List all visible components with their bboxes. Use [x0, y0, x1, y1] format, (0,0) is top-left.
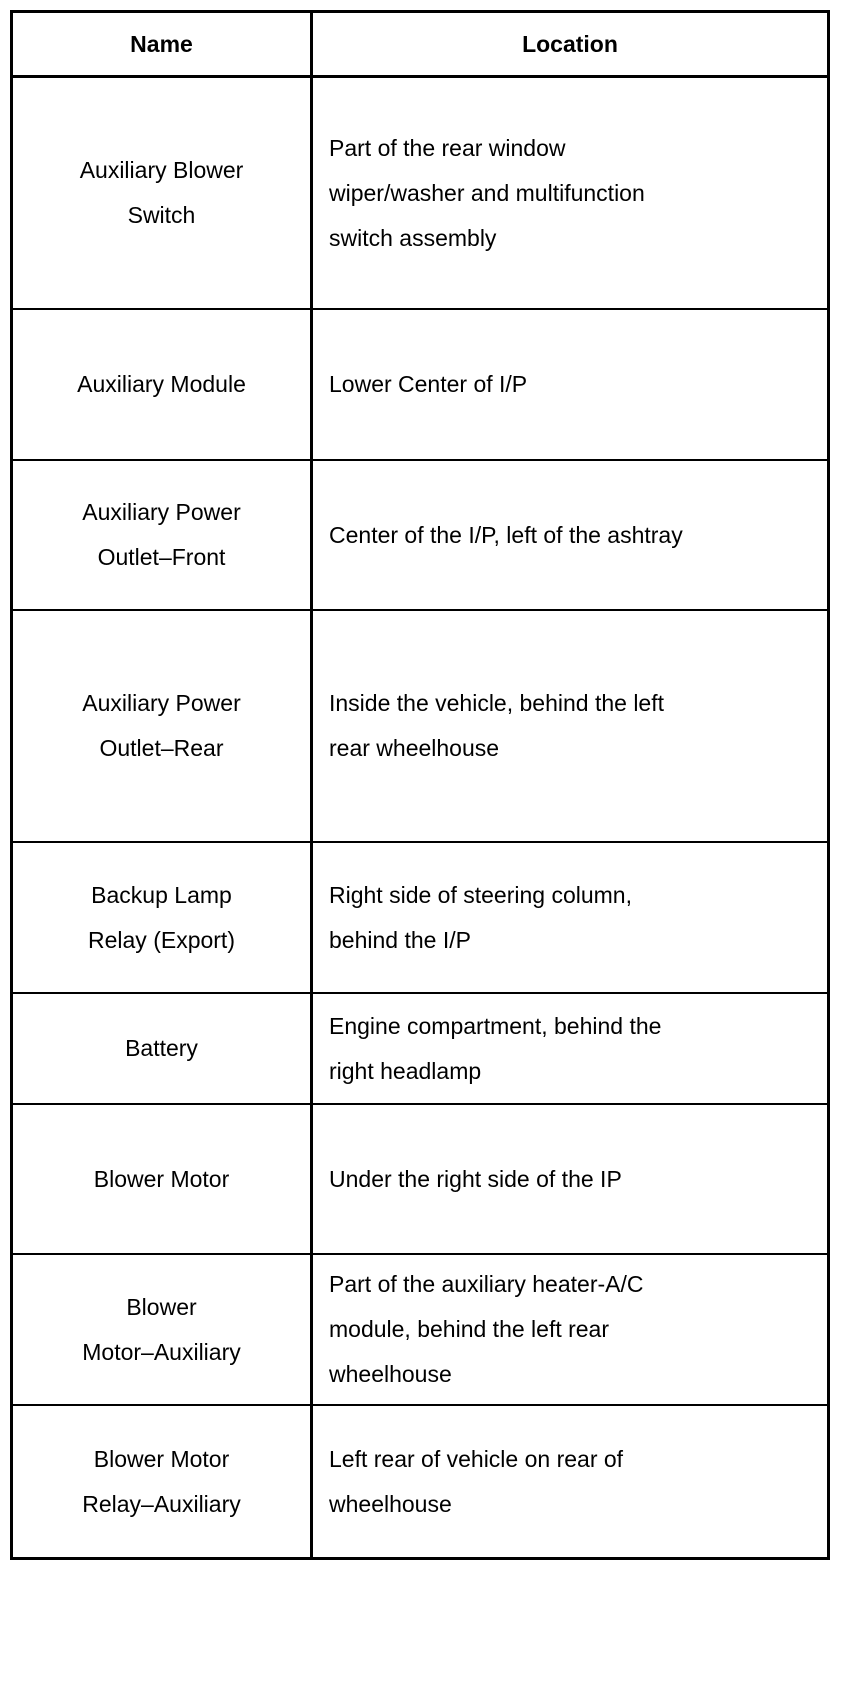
table-header-row: [13, 13, 827, 78]
table-row: [13, 310, 827, 461]
component-name: Backup Lamp Relay (Export): [88, 881, 235, 953]
component-location: Inside the vehicle, behind the left rear wheelhouse: [329, 690, 665, 761]
name-cell: [13, 1406, 313, 1557]
table-row: [13, 461, 827, 611]
component-location: Left rear of vehicle on rear of wheelhouse: [329, 1445, 624, 1517]
location-cell: [313, 461, 827, 609]
location-cell: [313, 611, 827, 841]
name-cell: [13, 611, 313, 841]
name-cell: [13, 843, 313, 992]
name-cell: [13, 78, 313, 308]
header-name: Name: [130, 30, 193, 57]
component-location: Right side of steering column, behind the I/P: [329, 881, 632, 953]
location-cell: [313, 78, 827, 308]
name-cell: [13, 994, 313, 1103]
component-location: Part of the auxiliary heater-A/C module, behind the left rear wheelhouse: [329, 1271, 644, 1387]
location-cell: [313, 1105, 827, 1253]
component-name: Auxiliary Power Outlet–Rear: [82, 690, 241, 761]
name-cell: [13, 1255, 313, 1404]
component-name: Blower Motor Relay–Auxiliary: [82, 1445, 241, 1517]
component-location: Center of the I/P, left of the ashtray: [329, 521, 683, 548]
component-name: Blower Motor: [93, 1165, 230, 1192]
name-cell: [13, 310, 313, 459]
table-row: [13, 1105, 827, 1255]
component-name: Blower Motor–Auxiliary: [82, 1293, 241, 1365]
table-row: [13, 611, 827, 843]
component-name: Battery: [125, 1035, 198, 1061]
component-location-table: [10, 10, 830, 1560]
header-name-cell: [13, 13, 313, 75]
location-cell: [313, 1255, 827, 1404]
component-location: Part of the rear window wiper/washer and multifunction switch assembly: [329, 134, 645, 251]
table-row: [13, 78, 827, 310]
component-name: Auxiliary Module: [77, 371, 246, 397]
table-row: [13, 843, 827, 994]
component-location: Engine compartment, behind the right headlamp: [329, 1012, 662, 1084]
component-location: Under the right side of the IP: [329, 1165, 622, 1192]
component-name: Auxiliary Power Outlet–Front: [82, 499, 241, 570]
component-location: Lower Center of I/P: [329, 371, 528, 397]
table-row: [13, 994, 827, 1105]
location-cell: [313, 310, 827, 459]
location-cell: [313, 843, 827, 992]
component-name: Auxiliary Blower Switch: [79, 157, 244, 228]
name-cell: [13, 1105, 313, 1253]
table-row: [13, 1406, 827, 1557]
name-cell: [13, 461, 313, 609]
location-cell: [313, 994, 827, 1103]
location-cell: [313, 1406, 827, 1557]
header-location: Location: [522, 30, 618, 57]
table-row: [13, 1255, 827, 1406]
header-location-cell: [313, 13, 827, 75]
